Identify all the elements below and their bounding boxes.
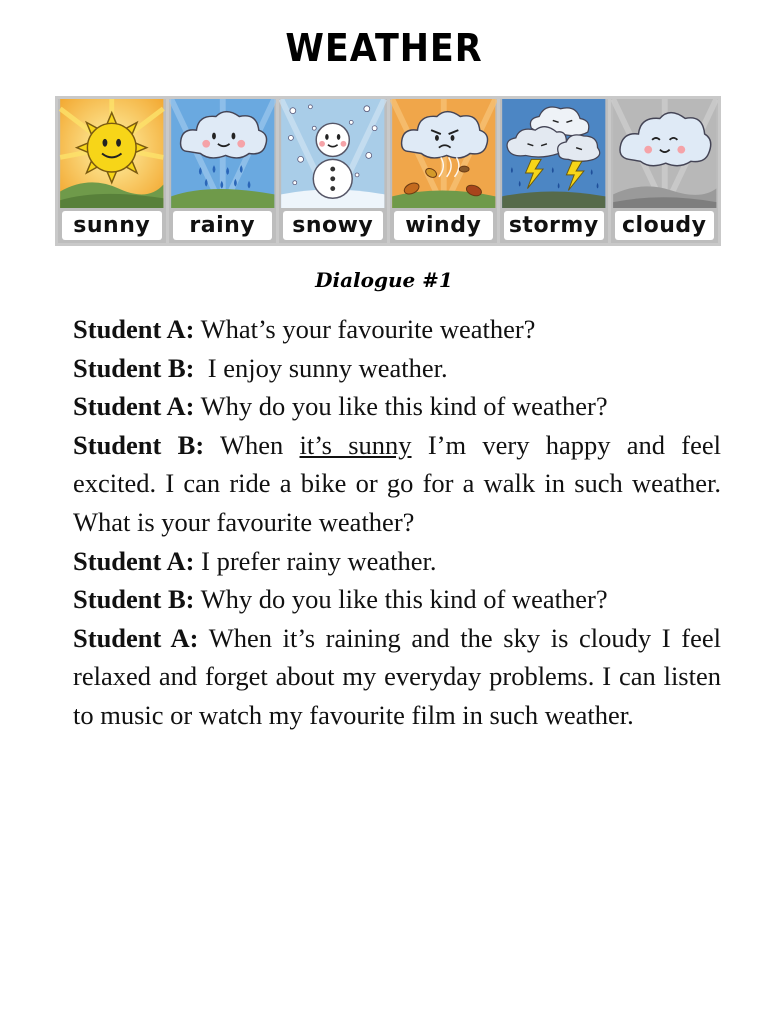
dialogue-line <box>73 310 721 349</box>
windy-icon <box>390 99 498 208</box>
speaker-label: Student B: <box>73 352 195 383</box>
weather-card-windy <box>390 99 498 243</box>
dialogue-line <box>73 426 721 542</box>
weather-strip <box>55 96 721 246</box>
weather-card-stormy <box>500 99 608 243</box>
snowy-icon <box>279 99 387 208</box>
weather-label: stormy <box>504 211 604 240</box>
dialogue-line <box>73 387 721 426</box>
dialogue-title: Dialogue #1 <box>315 268 453 292</box>
speaker-label: Student A: <box>73 391 195 422</box>
speaker-label: Student A: <box>73 545 195 576</box>
dialogue-text: I prefer rainy weather. <box>201 545 437 576</box>
dialogue-text: When <box>219 429 284 460</box>
cloudy-icon <box>611 99 719 208</box>
weather-card-snowy <box>279 99 387 243</box>
weather-label: sunny <box>62 211 162 240</box>
weather-label: windy <box>394 211 494 240</box>
speaker-label: Student A: <box>73 314 195 344</box>
sunny-icon <box>58 99 166 208</box>
dialogue-text: What’s your favourite weather? <box>200 314 536 344</box>
underlined-phrase: it’s sunny <box>299 429 412 460</box>
dialogue-text: Why do you like this kind of weather? <box>200 391 608 422</box>
stormy-icon <box>500 99 608 208</box>
dialogue-text: I’m very happy and feel excited. I can ride a bike or go for a walk in such weather. What is your favourite weather? <box>73 429 722 537</box>
weather-card-rainy <box>169 99 277 243</box>
dialogue-line <box>73 542 721 581</box>
dialogue-line <box>73 349 721 388</box>
dialogue-text: I enjoy sunny weather. <box>207 352 448 383</box>
page-title: WEATHER <box>285 26 483 70</box>
dialogue-text: Why do you like this kind of weather? <box>200 584 608 615</box>
weather-label: rainy <box>173 211 273 240</box>
speaker-label: Student A: <box>73 622 199 653</box>
weather-card-sunny <box>58 99 166 243</box>
dialogue-body <box>73 310 721 735</box>
dialogue-line <box>73 580 721 619</box>
weather-card-cloudy <box>611 99 719 243</box>
speaker-label: Student B: <box>73 584 195 615</box>
weather-label: snowy <box>283 211 383 240</box>
speaker-label: Student B: <box>73 429 205 460</box>
dialogue-text: When it’s raining and the sky is cloudy I feel relaxed and forget about my everyday problems. I can listen to music or watch my favourite film in such weather. <box>73 622 721 730</box>
weather-label: cloudy <box>615 211 715 240</box>
dialogue-line <box>73 619 721 735</box>
rainy-icon <box>169 99 277 208</box>
